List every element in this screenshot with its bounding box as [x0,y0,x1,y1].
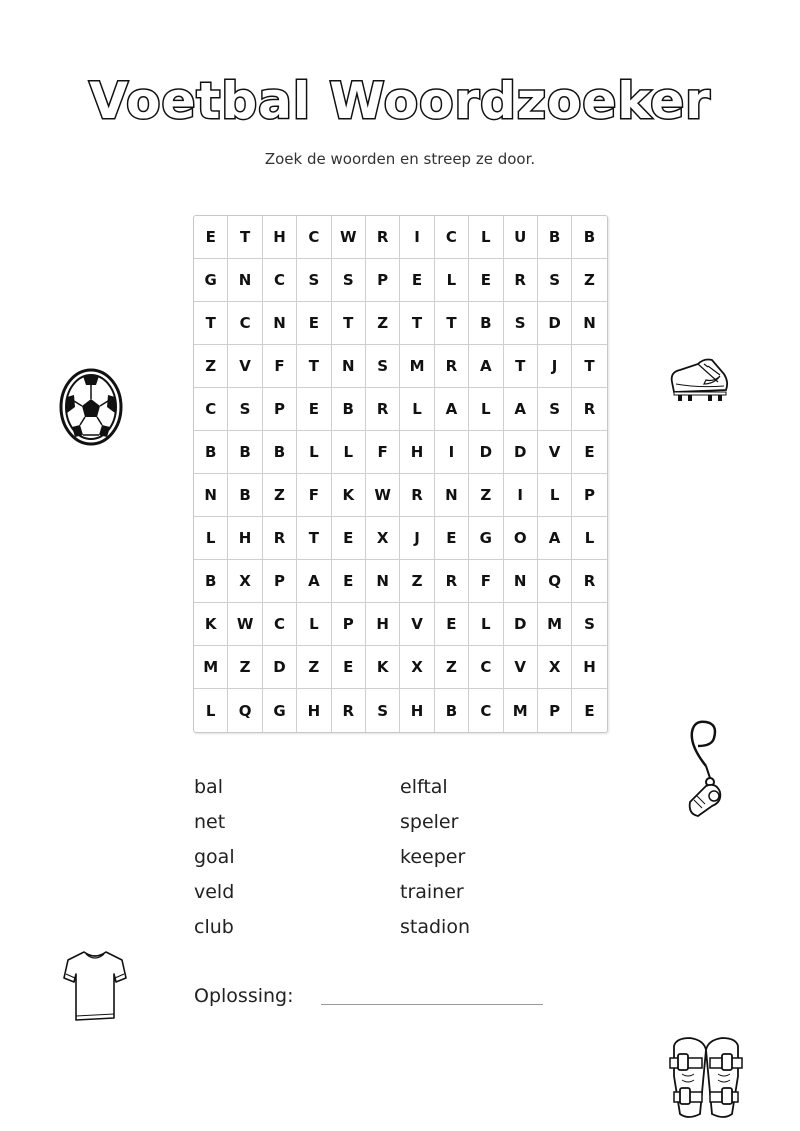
grid-cell[interactable]: S [538,259,572,302]
grid-cell[interactable]: D [469,431,503,474]
grid-cell[interactable]: Q [538,560,572,603]
grid-cell[interactable]: N [194,474,228,517]
grid-cell[interactable]: C [263,259,297,302]
grid-cell[interactable]: H [366,603,400,646]
grid-cell[interactable]: X [400,646,434,689]
grid-cell[interactable]: B [228,431,262,474]
grid-cell[interactable]: P [263,560,297,603]
grid-cell[interactable]: E [332,646,366,689]
grid-cell[interactable]: B [572,216,606,259]
grid-cell[interactable]: B [435,689,469,732]
grid-cell[interactable]: N [366,560,400,603]
shin-guards-icon [666,1036,746,1120]
grid-cell[interactable]: I [504,474,538,517]
grid-cell[interactable]: K [332,474,366,517]
grid-cell[interactable]: Q [228,689,262,732]
grid-cell[interactable]: W [332,216,366,259]
grid-cell[interactable]: V [504,646,538,689]
word-item: bal [194,776,223,798]
solution-label: Oplossing: [194,985,294,1007]
grid-cell[interactable]: L [297,431,331,474]
grid-cell[interactable]: L [469,603,503,646]
soccer-ball-icon [58,367,124,447]
grid-cell[interactable]: P [366,259,400,302]
tshirt-icon [62,948,128,1022]
grid-cell[interactable]: S [332,259,366,302]
grid-cell[interactable]: C [469,689,503,732]
grid-cell[interactable]: E [297,388,331,431]
grid-cell[interactable]: T [572,345,606,388]
word-item: club [194,916,234,938]
grid-cell[interactable]: R [332,689,366,732]
grid-cell[interactable]: L [332,431,366,474]
grid-cell[interactable]: N [228,259,262,302]
grid-cell[interactable]: Z [228,646,262,689]
grid-cell[interactable]: H [297,689,331,732]
word-item: speler [400,811,459,833]
grid-cell[interactable]: T [297,517,331,560]
grid-cell[interactable]: T [435,302,469,345]
grid-cell[interactable]: E [194,216,228,259]
grid-cell[interactable]: N [572,302,606,345]
word-item: net [194,811,226,833]
grid-cell[interactable]: E [332,517,366,560]
grid-cell[interactable]: C [435,216,469,259]
grid-cell[interactable]: R [572,560,606,603]
grid-cell[interactable]: E [332,560,366,603]
grid-cell[interactable]: C [469,646,503,689]
word-list-column-1 [194,772,235,947]
grid-cell[interactable]: O [504,517,538,560]
word-list-column-2 [400,772,470,947]
grid-cell[interactable]: R [366,388,400,431]
word-item: stadion [400,916,470,938]
grid-cell[interactable]: S [366,689,400,732]
grid-cell[interactable]: N [435,474,469,517]
grid-cell[interactable]: A [297,560,331,603]
grid-cell[interactable]: X [366,517,400,560]
grid-cell[interactable]: X [228,560,262,603]
word-item: elftal [400,776,448,798]
grid-cell[interactable]: T [297,345,331,388]
grid-cell[interactable]: J [400,517,434,560]
grid-cell[interactable]: V [400,603,434,646]
grid-cell[interactable]: T [504,345,538,388]
grid-cell[interactable]: S [538,388,572,431]
grid-cell[interactable]: F [366,431,400,474]
grid-cell[interactable]: H [228,517,262,560]
grid-cell[interactable]: C [228,302,262,345]
grid-cell[interactable]: R [435,560,469,603]
grid-cell[interactable]: S [297,259,331,302]
grid-cell[interactable]: D [538,302,572,345]
grid-cell[interactable]: I [400,216,434,259]
grid-cell[interactable]: L [400,388,434,431]
grid-cell[interactable]: Z [297,646,331,689]
grid-cell[interactable]: R [366,216,400,259]
grid-cell[interactable]: Z [469,474,503,517]
grid-cell[interactable]: I [435,431,469,474]
grid-cell[interactable]: S [572,603,606,646]
grid-cell[interactable]: B [263,431,297,474]
grid-cell[interactable]: W [228,603,262,646]
grid-cell[interactable]: A [538,517,572,560]
football-boot-icon [668,352,730,404]
grid-cell[interactable]: C [297,216,331,259]
grid-cell[interactable]: X [538,646,572,689]
grid-cell[interactable]: H [572,646,606,689]
grid-cell[interactable]: K [366,646,400,689]
grid-cell[interactable]: K [194,603,228,646]
word-item: goal [194,846,235,868]
page-title: Voetbal Woordzoeker [89,72,711,130]
word-item: veld [194,881,235,903]
grid-cell[interactable]: P [538,689,572,732]
grid-cell[interactable]: N [263,302,297,345]
word-search-grid [193,215,608,733]
grid-cell[interactable]: E [400,259,434,302]
grid-cell[interactable]: R [400,474,434,517]
grid-cell[interactable]: L [194,517,228,560]
grid-cell[interactable]: A [469,345,503,388]
grid-cell[interactable]: P [263,388,297,431]
grid-cell[interactable]: R [504,259,538,302]
grid-cell[interactable]: B [228,474,262,517]
grid-cell[interactable]: E [297,302,331,345]
grid-cell[interactable]: L [572,517,606,560]
grid-cell[interactable]: L [538,474,572,517]
grid-cell[interactable]: D [504,431,538,474]
grid-cell[interactable]: M [504,689,538,732]
grid-cell[interactable]: D [504,603,538,646]
grid-cell[interactable]: E [584,701,595,720]
grid-cell[interactable]: M [400,345,434,388]
grid-cell[interactable]: M [194,646,228,689]
grid-cell[interactable]: A [435,388,469,431]
instructions: Zoek de woorden en streep ze door. [264,150,536,168]
grid-cell[interactable]: E [469,259,503,302]
grid-cell[interactable]: F [469,560,503,603]
grid-cell[interactable]: T [228,216,262,259]
grid-cell[interactable]: L [435,259,469,302]
grid-cell[interactable]: L [469,388,503,431]
grid-cell[interactable]: B [194,560,228,603]
grid-cell[interactable]: R [263,517,297,560]
grid-cell[interactable]: Z [366,302,400,345]
grid-cell[interactable]: D [263,646,297,689]
grid-cell[interactable]: S [504,302,538,345]
grid-cell[interactable]: C [194,388,228,431]
grid-cell[interactable]: R [435,345,469,388]
grid-cell[interactable]: B [538,216,572,259]
grid-cell[interactable]: V [228,345,262,388]
grid-cell[interactable]: E [435,603,469,646]
grid-cell[interactable]: Z [572,259,606,302]
word-item: trainer [400,881,464,903]
grid-cell[interactable]: B [194,431,228,474]
grid-cell[interactable]: J [538,345,572,388]
grid-cell[interactable]: A [504,388,538,431]
grid-cell[interactable]: S [366,345,400,388]
grid-cell[interactable]: H [400,431,434,474]
grid-cell[interactable]: T [400,302,434,345]
grid-cell[interactable]: H [400,689,434,732]
grid-cell[interactable]: Z [263,474,297,517]
grid-cell[interactable]: G [194,259,228,302]
word-item: keeper [400,846,466,868]
grid-cell[interactable]: F [297,474,331,517]
grid-cell[interactable]: L [194,689,228,732]
grid-cell[interactable]: T [332,302,366,345]
grid-cell[interactable]: P [572,474,606,517]
grid-cell[interactable]: G [469,517,503,560]
grid-cell[interactable]: U [504,216,538,259]
grid-cell[interactable]: W [366,474,400,517]
grid-cell[interactable]: G [263,689,297,732]
grid-cell[interactable]: L [469,216,503,259]
grid-cell[interactable]: V [538,431,572,474]
grid-cell[interactable]: Z [194,345,228,388]
grid-cell[interactable]: R [572,388,606,431]
grid-cell[interactable]: Z [435,646,469,689]
grid-cell[interactable]: E [435,517,469,560]
grid-cell[interactable]: E [572,431,606,474]
grid-cell[interactable]: T [194,302,228,345]
grid-cell[interactable]: B [469,302,503,345]
grid-cell[interactable]: M [538,603,572,646]
grid-cell[interactable]: S [228,388,262,431]
grid-cell[interactable]: N [504,560,538,603]
grid-cell[interactable]: Z [400,560,434,603]
grid-cell[interactable]: B [332,388,366,431]
grid-cell[interactable]: N [332,345,366,388]
whistle-icon [680,716,730,820]
grid-cell[interactable]: P [332,603,366,646]
grid-cell[interactable]: F [263,345,297,388]
grid-cell[interactable]: H [263,216,297,259]
grid-cell[interactable]: C [263,603,297,646]
grid-cell[interactable]: L [297,603,331,646]
solution-answer-line[interactable] [321,1004,543,1005]
